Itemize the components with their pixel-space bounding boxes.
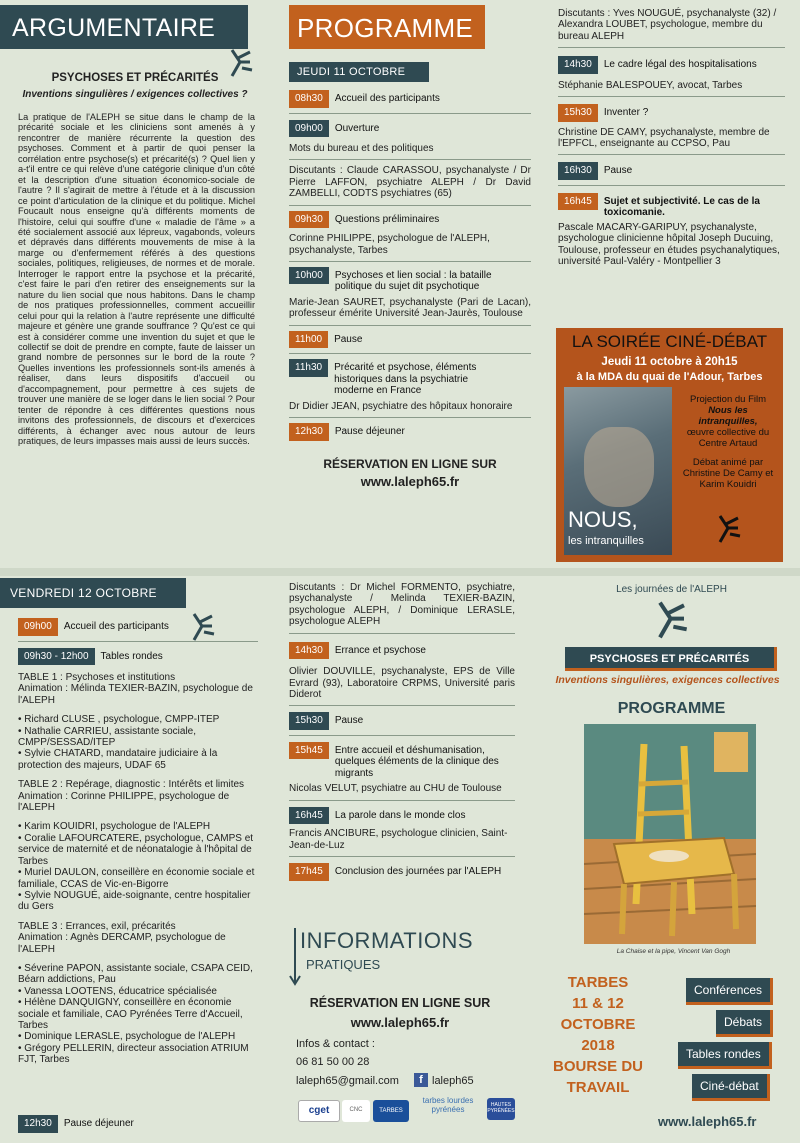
film-line: œuvre collective du Centre Artaud (686, 427, 770, 449)
session-item (289, 120, 531, 138)
vendredi-programme (18, 618, 258, 1066)
session-item (289, 359, 531, 397)
session-text: Pascale MACARY-GARIPUY, psychanalyste, psychologue clinicienne hôpital Joseph Ducuing, Toulouse, professeur en études psychanalytiques, université Paul-Valéry - Montpellier 3 (558, 221, 780, 268)
session-item (289, 423, 531, 441)
tag-cine-debat: Ciné-débat (692, 1074, 770, 1101)
jeudi-day-label: JEUDI 11 OCTOBRE (289, 62, 429, 82)
van-gogh-chair-painting (584, 724, 756, 944)
tag-tables-rondes: Tables rondes (678, 1042, 772, 1069)
session-item (18, 648, 258, 666)
session-item (558, 104, 785, 122)
argumentaire-body: La pratique de l'ALEPH se situe dans le champ de la précarité sociale et les cliniciens sont amenés à y rencontrer de manière récurrente la question des psychoses. Comment et à partir de quoi penser la corrélation entre psychose(s) et précarité(s) ? Quel lien y a-t'il entre ce qui relève d'une catégorie clinique d'un côté et la description d'une situation économico-sociale de l'autre ? Il s'agirait de mettre à l'étude et à la discussion ce point d'articulation de la clinique et du politique. Michel Foucault nous enseigne qu'à différents moments de l'histoire, celui qui souffre d'une « maladie de l'âme » a été socialement associé aux lépreux, vagabonds, voleurs et dépravés dans différents mouvements de mise à la marge ou d'enfermement référés à des questions sociales, politiques, religieuses, de normes et de morale. Interroger le rapport entre la psychose et la précarité, c'est faire le pari d'en retirer des enseignements sur la nature du lien social que nous habitons. Dans le champ de nos pratiques professionnelles, comment accueillir celui pour qui la relation à l'autre représente une difficulté majeure et génère une grande souffrance ? Qu'est ce qui est à considérer comme une invention du sujet et que le collectif se doit de prendre en compte, faute de laisser un grand nombre de personnes sur le bord de la route ? Quelles inventions les professionnels sont-ils amenés à réaliser, dans leurs dispositifs d'accueil ou d'accompagnement, pour permettre à ces sujets de trouver une manière de se loger dans le lien social ? Pour tenter de répondre à ces différentes questions nous invitons des professionnels, de discours et d'exercices différents, à échanger avec nous autour de leurs pratiques, de leurs impasses mais aussi de leurs succès. (18, 112, 255, 447)
session-time: 17h45 (289, 863, 329, 881)
tag-debats: Débats (716, 1010, 773, 1037)
poster-title: NOUS, (568, 507, 638, 532)
table-animation: Animation : Agnès DERCAMP, psychologue de l'ALEPH (18, 932, 226, 955)
cine-date: Jeudi 11 octobre à 20h15 (601, 356, 738, 368)
info-title: INFORMATIONS (300, 928, 474, 953)
cine-debat-box (556, 328, 783, 562)
programme-header: PROGRAMME (289, 5, 485, 49)
session-item (289, 863, 515, 881)
discutants-text: Discutants : Dr Michel FORMENTO, psychiatre, psychanalyste / Melinda TEXIER-BAZIN, psychologue ALEPH, / Dominique LERASLE, psychologue ALEPH (289, 582, 515, 628)
reservation-label: RÉSERVATION EN LIGNE SUR (323, 456, 497, 471)
discutants-text: Discutants : Yves NOUGUÉ, psychanalyste (32) / Alexandra LOUBET, psychologue, membre du bureau ALEPH (558, 8, 777, 42)
session-title: Pause (334, 715, 364, 727)
website-link[interactable]: www.laleph65.fr (350, 1015, 450, 1030)
logo-tarbes: TARBES (373, 1100, 409, 1122)
session-time: 09h30 (289, 211, 329, 229)
session-item (18, 1115, 134, 1133)
session-time: 15h30 (289, 712, 329, 730)
session-item (558, 193, 785, 219)
session-item (289, 211, 531, 229)
session-text: Olivier DOUVILLE, psychanalyste, EPS de Ville Evrard (93), Laboratoire CRPMS, Université paris Diderot (289, 666, 515, 700)
list-item: • Sylvie NOUGUÉ, aide-soignante, centre hospitalier du Gers (18, 889, 251, 913)
reservation-label: RÉSERVATION EN LIGNE SUR (309, 996, 491, 1010)
cover-year: 2018 (581, 1037, 615, 1054)
session-title: Accueil des participants (63, 621, 169, 632)
session-title: Errance et psychose (334, 644, 426, 656)
cover-dates: 11 & 12 (572, 995, 624, 1012)
cine-title: LA SOIRÉE CINÉ-DÉBAT (571, 332, 768, 351)
cover-city: TARBES (567, 974, 629, 991)
session-time: 12h30 (18, 1115, 58, 1133)
session-title: Pause déjeuner (63, 1118, 134, 1129)
facebook-link[interactable]: laleph65 (432, 1075, 474, 1087)
aleph-logo-icon (654, 600, 690, 645)
session-text: Nicolas VELUT, psychiatre au CHU de Toulouse (289, 783, 502, 795)
discutants-text: Discutants : Claude CARASSOU, psychanalyste / Dr Pierre LAFFON, psychiatre ALEPH / Dr David ZAMBELLI, CODTS psychiatres (65) (289, 165, 531, 200)
session-title: Conclusion des journées par l'ALEPH (334, 866, 502, 878)
session-title: Accueil des participants (334, 93, 440, 104)
table-animation: Animation : Corinne PHILIPPE, psychologue de l'ALEPH (18, 790, 230, 814)
list-item: • Sylvie CHATARD, mandataire judiciaire à la protection des majeurs, UDAF 65 (18, 748, 218, 771)
session-item (289, 331, 531, 349)
session-title: Pause déjeuner (334, 426, 405, 438)
jeudi-afternoon (558, 8, 785, 268)
session-time: 14h30 (289, 642, 329, 660)
film-line: Projection du Film (689, 394, 767, 405)
session-text: Mots du bureau et des politiques (289, 143, 434, 154)
debat-text: Débat animé par Christine De Camy et Karim Kouidri (682, 457, 774, 490)
journees-label: Les journées de l'ALEPH (616, 584, 727, 595)
session-time: 15h45 (289, 742, 329, 760)
session-time: 12h30 (289, 423, 329, 441)
cover-tagline: Inventions singulières, exigences collectives (555, 674, 780, 686)
session-item (289, 807, 515, 825)
session-title: Questions préliminaires (334, 213, 440, 225)
session-time: 08h30 (289, 90, 329, 108)
session-text: Stéphanie BALESPOUEY, avocat, Tarbes (558, 79, 743, 91)
logo-cnc: CNC (342, 1100, 370, 1122)
argumentaire-title: PSYCHOSES ET PRÉCARITÉS (51, 72, 219, 84)
session-item (289, 712, 515, 730)
vendredi-afternoon (289, 582, 515, 881)
table-title: TABLE 2 : Repérage, diagnostic : Intérêts et limites (18, 779, 245, 791)
vendredi-day-label: VENDREDI 12 OCTOBRE (0, 578, 186, 608)
cine-place: à la MDA du quai de l'Adour, Tarbes (576, 371, 763, 383)
list-item: • Muriel DAULON, conseillère en économie sociale et familiale, CCAS de Vic-en-Bigorre (18, 867, 255, 890)
session-text: Corinne PHILIPPE, psychologue de l'ALEPH, psychanalyste, Tarbes (289, 233, 490, 256)
cover-programme-title: PROGRAMME (617, 700, 726, 717)
session-title: Psychoses et lien social : la bataille politique du sujet dit psychotique (334, 269, 492, 293)
logo-tlp: tarbes lourdes pyrénées (422, 1096, 474, 1114)
cover-venue: BOURSE DU (552, 1058, 643, 1075)
list-item: • Dominique LERASLE, psychologue de l'ALEPH (18, 1031, 236, 1043)
list-item: • Grégory PELLERIN, directeur association ATRIUM FJT, Tarbes (18, 1042, 249, 1066)
argumentaire-subtitle: Inventions singulières / exigences collectives ? (22, 89, 248, 100)
phone-number: 06 81 50 00 28 (296, 1056, 370, 1068)
cover-banner: PSYCHOSES ET PRÉCARITÉS (565, 647, 777, 671)
email-link[interactable]: laleph65@gmail.com (296, 1075, 399, 1087)
table-title: TABLE 1 : Psychoses et institutions (18, 672, 176, 683)
list-item: • Nathalie CARRIEU, assistante sociale, CMPP/SESSAD/ITEP (18, 725, 197, 749)
film-poster (564, 387, 672, 555)
cover-website-link[interactable]: www.laleph65.fr (658, 1114, 757, 1129)
painting-caption: La Chaise et la pipe, Vincent Van Gogh (616, 948, 731, 955)
session-time: 09h00 (289, 120, 329, 138)
session-text: Dr Didier JEAN, psychiatre des hôpitaux honoraire (289, 400, 513, 412)
session-time: 10h00 (289, 267, 329, 285)
session-time: 15h30 (558, 104, 598, 122)
session-time: 16h30 (558, 162, 598, 180)
list-item: • Richard CLUSE , psychologue, CMPP-ITEP (18, 714, 220, 726)
session-title: Pause (334, 333, 363, 345)
session-title: Entre accueil et déshumanisation, quelques éléments de la clinique des migrants (334, 744, 499, 779)
info-subtitle: PRATIQUES (306, 957, 381, 972)
argumentaire-header: ARGUMENTAIRE (0, 5, 248, 49)
session-time: 09h30 - 12h00 (18, 648, 95, 666)
session-text: Christine DE CAMY, psychanalyste, membre de l'EPFCL, enseignante au CCPSO, Pau (558, 126, 770, 150)
session-time: 16h45 (558, 193, 598, 211)
logo-hautes-pyrenees: HAUTES PYRÉNÉES (487, 1098, 515, 1120)
film-title: Nous les intranquilles, (698, 405, 758, 427)
session-time: 14h30 (558, 56, 598, 74)
logo-cget: cget (298, 1100, 340, 1122)
session-time: 11h00 (289, 331, 328, 349)
facebook-icon[interactable]: f (414, 1073, 428, 1087)
tag-conferences: Conférences (686, 978, 773, 1005)
session-title: Tables rondes (100, 650, 163, 662)
list-item: • Coralie LAFOURCATERE, psychologue, CAMPS et service de maternité et de néonatalogie à l'hôpital de Tarbes (18, 832, 254, 867)
poster-subtitle: les intranquilles (568, 535, 644, 547)
contact-label: Infos & contact : (296, 1038, 375, 1050)
jeudi-programme (289, 90, 531, 489)
session-item (558, 56, 785, 74)
session-time: 11h30 (289, 359, 328, 377)
session-item (289, 742, 515, 780)
session-title: Précarité et psychose, éléments historiques dans la psychiatrie moderne en France (334, 362, 477, 397)
list-item: • Séverine PAPON, assistante sociale, CSAPA CEID, Béarn addictions, Pau (18, 962, 253, 986)
session-time: 16h45 (289, 807, 329, 825)
session-item (289, 267, 531, 293)
cover-venue: TRAVAIL (566, 1079, 630, 1096)
aleph-logo-icon (716, 514, 742, 549)
session-title: Sujet et subjectivité. Le cas de la toxicomanie. (603, 195, 760, 219)
session-item (18, 618, 258, 636)
session-title: Inventer ? (603, 107, 649, 119)
session-title: Ouverture (334, 122, 380, 134)
session-text: Marie-Jean SAURET, psychanalyste (Pari de Lacan), professeur émérite Université Jean-Jaurès, Toulouse (289, 296, 531, 320)
table-title: TABLE 3 : Errances, exil, précarités (18, 920, 176, 932)
cover-month: OCTOBRE (560, 1016, 636, 1033)
session-item (289, 90, 531, 108)
session-title: Le cadre légal des hospitalisations (603, 59, 757, 71)
table-animation: Animation : Mélinda TEXIER-BAZIN, psychologue de l'ALEPH (18, 683, 253, 706)
list-item: • Hélène DANQUIGNY, conseillère en économie sociale et familiale, CAO Pyrénées Terre d'Accueil, Tarbes (18, 997, 243, 1031)
website-link[interactable]: www.laleph65.fr (360, 473, 460, 489)
session-title: Pause (603, 165, 633, 177)
session-title: La parole dans le monde clos (334, 809, 466, 821)
session-item (289, 642, 515, 660)
session-time: 09h00 (18, 618, 58, 636)
session-text: Francis ANCIBURE, psychologue clinicien, Saint-Jean-de-Luz (289, 828, 508, 851)
session-item (558, 162, 785, 180)
list-item: • Karim KOUIDRI, psychologue de l'ALEPH (18, 821, 211, 833)
list-item: • Vanessa LOOTENS, éducatrice spécialisée (18, 985, 217, 997)
